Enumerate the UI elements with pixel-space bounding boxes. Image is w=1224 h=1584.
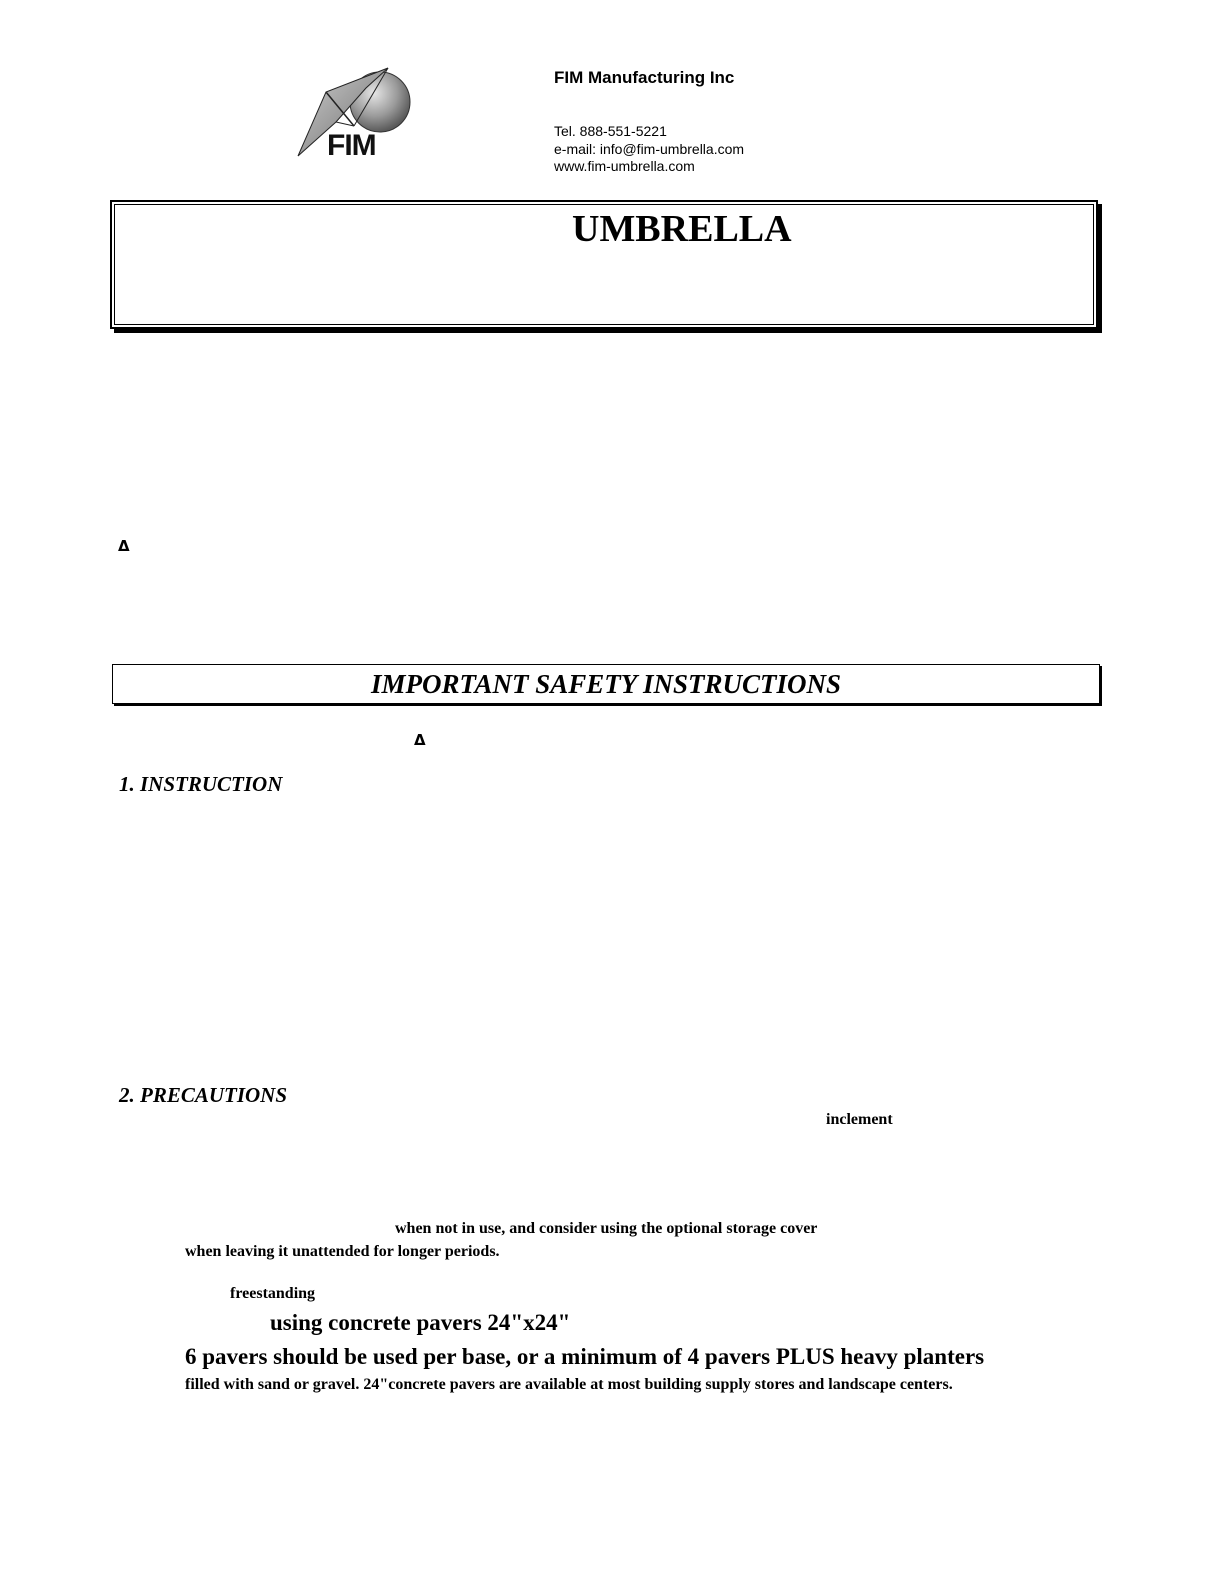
page-title: UMBRELLA (572, 208, 792, 250)
warning-delta-symbol: Δ (118, 537, 130, 555)
precaution-text: when leaving it unattended for longer periods. (185, 1243, 500, 1260)
safety-title: IMPORTANT SAFETY INSTRUCTIONS (370, 669, 842, 699)
pavers-instruction: filled with sand or gravel. 24"concrete pavers are available at most building supply stores and landscape centers. (185, 1376, 953, 1393)
precaution-text: freestanding (230, 1285, 316, 1302)
section-heading-instruction: 1. INSTRUCTION (119, 772, 283, 796)
company-website: www.fim-umbrella.com (554, 158, 695, 174)
company-email: e-mail: info@fim-umbrella.com (554, 141, 745, 157)
company-phone: Tel. 888-551-5221 (554, 123, 667, 139)
warning-delta-symbol: Δ (414, 731, 426, 749)
section-heading-precautions: 2. PRECAUTIONS (119, 1083, 288, 1107)
company-name: FIM Manufacturing Inc (554, 68, 735, 87)
precaution-text: when not in use, and consider using the optional storage cover (395, 1220, 818, 1237)
pavers-instruction: using concrete pavers 24"x24" (270, 1310, 571, 1335)
logo-wordmark: FIM (327, 129, 376, 162)
pavers-instruction: 6 pavers should be used per base, or a minimum of 4 pavers PLUS heavy planters (185, 1344, 985, 1369)
precaution-text: inclement (826, 1111, 893, 1128)
